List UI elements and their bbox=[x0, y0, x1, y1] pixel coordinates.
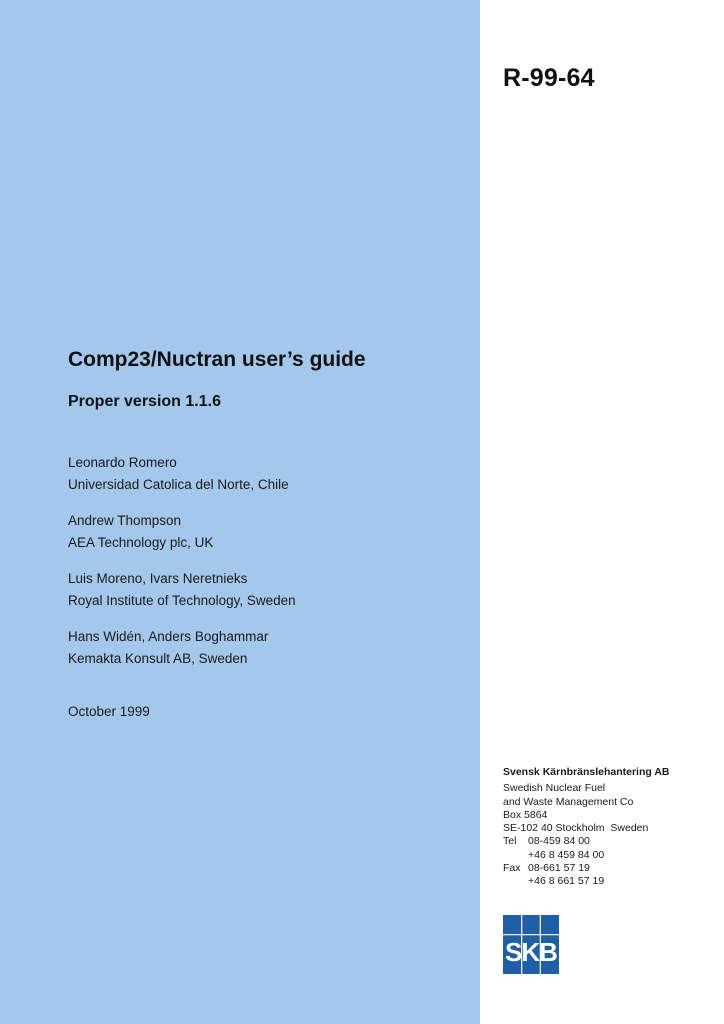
fax-international: +46 8 661 57 19 bbox=[528, 875, 605, 888]
publisher-name: Svensk Kärnbränslehantering AB bbox=[503, 766, 670, 778]
document-subtitle: Proper version 1.1.6 bbox=[68, 393, 221, 410]
author-group bbox=[68, 510, 296, 554]
author-group bbox=[68, 452, 296, 496]
author-names: Luis Moreno, Ivars Neretnieks bbox=[68, 571, 248, 586]
publisher-line: and Waste Management Co bbox=[503, 795, 634, 808]
tel-international: +46 8 459 84 00 bbox=[528, 848, 605, 861]
author-names: Andrew Thompson bbox=[68, 513, 182, 528]
tel-national: 08-459 84 00 bbox=[528, 835, 590, 848]
publisher-block bbox=[503, 766, 670, 889]
fax-label: Fax bbox=[503, 862, 521, 875]
tel-row bbox=[503, 835, 670, 848]
publication-date: October 1999 bbox=[68, 704, 150, 719]
author-group bbox=[68, 568, 296, 612]
fax-row bbox=[503, 862, 670, 875]
tel-row-intl bbox=[503, 849, 670, 862]
document-title: Comp23/Nuctran user’s guide bbox=[68, 348, 366, 371]
publisher-line: Box 5864 bbox=[503, 808, 548, 821]
author-affiliation: Kemakta Konsult AB, Sweden bbox=[68, 651, 248, 666]
author-list bbox=[68, 452, 296, 684]
author-names: Leonardo Romero bbox=[68, 455, 177, 470]
author-affiliation: Royal Institute of Technology, Sweden bbox=[68, 593, 296, 608]
author-affiliation: AEA Technology plc, UK bbox=[68, 535, 214, 550]
author-group bbox=[68, 626, 296, 670]
report-number: R-99-64 bbox=[503, 64, 595, 92]
tel-label: Tel bbox=[503, 835, 517, 848]
publisher-line: SE-102 40 Stockholm Sweden bbox=[503, 822, 649, 835]
fax-national: 08-661 57 19 bbox=[528, 862, 590, 875]
publisher-line: Swedish Nuclear Fuel bbox=[503, 782, 606, 795]
author-affiliation: Universidad Catolica del Norte, Chile bbox=[68, 477, 289, 492]
skb-logo bbox=[503, 915, 559, 974]
svg-text:SKB: SKB bbox=[505, 937, 557, 967]
fax-row-intl bbox=[503, 875, 670, 888]
author-names: Hans Widén, Anders Boghammar bbox=[68, 629, 269, 644]
